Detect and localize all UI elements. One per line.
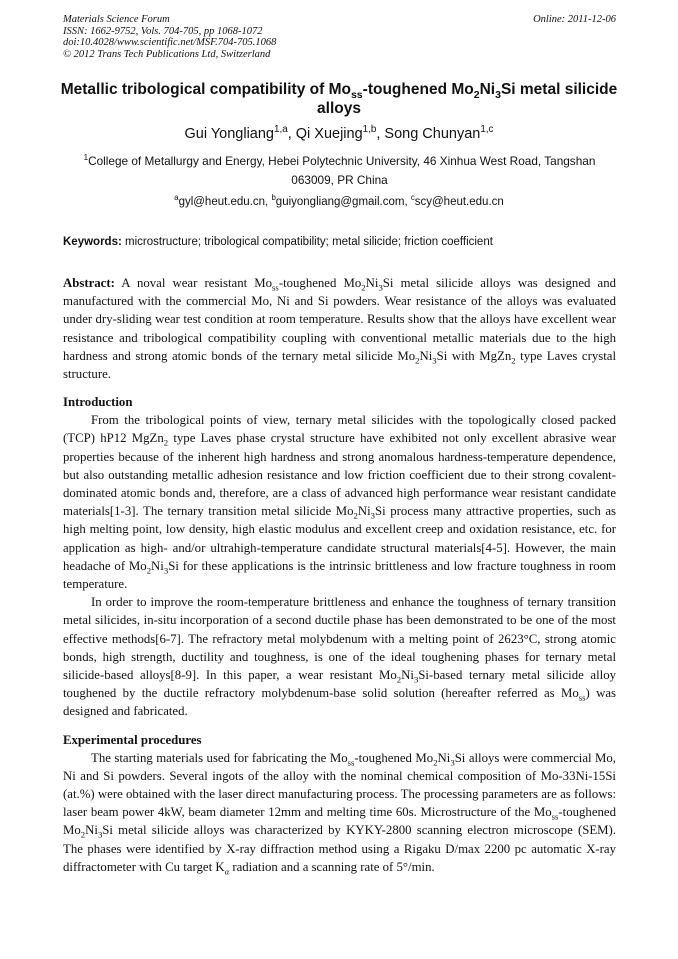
paper-title: Metallic tribological compatibility of $Mo_{ss}$-toughened $Mo_2Ni_3Si$ metal silicide alloys bbox=[60, 81, 618, 117]
email-link[interactable]: gyl@heut.edu.cn bbox=[178, 196, 266, 208]
affiliation: $^1$College of Metallurgy and Energy, Hebei Polytechnic University, 46 Xinhua West Road, Tangshan 063009, PR China bbox=[83, 153, 596, 187]
doi-line: doi:10.4028/www.scientific.net/MSF.704-705.1068 bbox=[63, 37, 277, 49]
author-list: Gui Yongliang$^{1,a}$, Qi Xuejing$^{1,b}$, Song Chunyan$^{1,c}$ bbox=[184, 124, 494, 142]
author-emails: $^a$gyl@heut.edu.cn, $^b$guiyongliang@gmail.com, $^c$scy@heut.edu.cn bbox=[174, 193, 504, 208]
email-link[interactable]: guiyongliang@gmail.com bbox=[275, 196, 405, 208]
section-heading-introduction: Introduction bbox=[63, 395, 133, 410]
author-name: Gui Yongliang bbox=[184, 126, 274, 142]
intro-paragraph-2: In order to improve the room-temperature brittleness and enhance the toughness of ternary transition metal silicides, in-situ incorporation of a second ductile phase has been demonstrated to be one of the most effective methods[6-7]. The refractory metal molybdenum with a melting point of 2623°C, strong atomic bonds, high strength, ductility and toughness, is one of the ideal toughening phases for ternary metal silicide-based alloys[8-9]. In this paper, a wear resistant $Mo_2Ni_3Si$-based ternary metal silicide alloy toughened by the ductile refractory molybdenum-base solid solution (hereafter referred as $Mo_{ss}$) was designed and fabricated. bbox=[63, 595, 616, 719]
journal-header bbox=[63, 14, 616, 60]
abstract: Abstract: A noval wear resistant $Mo_{ss}$-toughened $Mo_2Ni_3Si$ metal silicide alloys was designed and manufactured with the commercial Mo, Ni and Si powders. Wear resistance of the alloys was evaluated under dry-sliding wear test condition at room temperature. Results show that the alloys have excellent wear resistance and tribological compatibility coupling with conventional metallic materials due to the high hardness and strong atomic bonds of the ternary metal silicide $Mo_2Ni_3Si$ with MgZn$_2$ type Laves crystal structure. bbox=[63, 276, 616, 382]
author-name: Qi Xuejing bbox=[295, 126, 363, 142]
experimental-paragraph: The starting materials used for fabricating the $Mo_{ss}$-toughened $Mo_2Ni_3Si$ alloys were commercial Mo, Ni and Si powders. Several ingots of the alloy with the nominal chemical composition of Mo-33Ni-15Si (at.%) were obtained with the laser direct manufacturing process. The processing parameters are as follows: laser beam power 4kW, beam diameter 12mm and melting time 60s. Microstructure of the $Mo_{ss}$-toughened $Mo_2Ni_3Si$ metal silicide alloys was characterized by KYKY-2800 scanning electron microscope (SEM). The phases were identified by X-ray diffraction method using a Rigaku D/max 2200 pc automatic X-ray diffractometer with Cu target $K_\alpha$ radiation and a scanning rate of 5°/min. bbox=[63, 750, 616, 877]
copyright-line: © 2012 Trans Tech Publications Ltd, Switzerland bbox=[63, 48, 271, 60]
keywords: Keywords: microstructure; tribological compatibility; metal silicide; friction coefficient bbox=[63, 236, 493, 248]
email-link[interactable]: scy@heut.edu.cn bbox=[414, 196, 504, 208]
online-date: Online: 2011-12-06 bbox=[533, 14, 616, 25]
author-name: Song Chunyan bbox=[384, 126, 481, 142]
paper-body bbox=[63, 274, 616, 876]
intro-paragraph-1: From the tribological points of view, ternary metal silicides with the topologically closed packed (TCP) hP12 MgZn$_2$ type Laves phase crystal structure have exhibited not only excellent abrasive wear properties because of the inherent high hardness and strong anomalous hardness-temperature dependence, but also outstanding metallic adhesion resistance and low friction coefficient due to their strong covalent-dominated atomic bonds and, therefore, are a class of advanced high performance wear resistant candidate materials[1-3]. The ternary transition metal silicide $Mo_2Ni_3Si$ process many attractive properties, such as high melting point, low density, high elastic modulus and excellent creep and oxidation resistance, etc. for application as high- and/or ultrahigh-temperature candidate structural materials[4-5]. However, the main headache of $Mo_2Ni_3Si$ for these applications is the intrinsic brittleness and low fracture toughness in room temperature. bbox=[63, 413, 617, 592]
journal-name: Materials Science Forum bbox=[63, 14, 170, 25]
issn-line: ISSN: 1662-9752, Vols. 704-705, pp 1068-1072 bbox=[63, 25, 263, 37]
section-heading-experimental: Experimental procedures bbox=[63, 732, 202, 747]
